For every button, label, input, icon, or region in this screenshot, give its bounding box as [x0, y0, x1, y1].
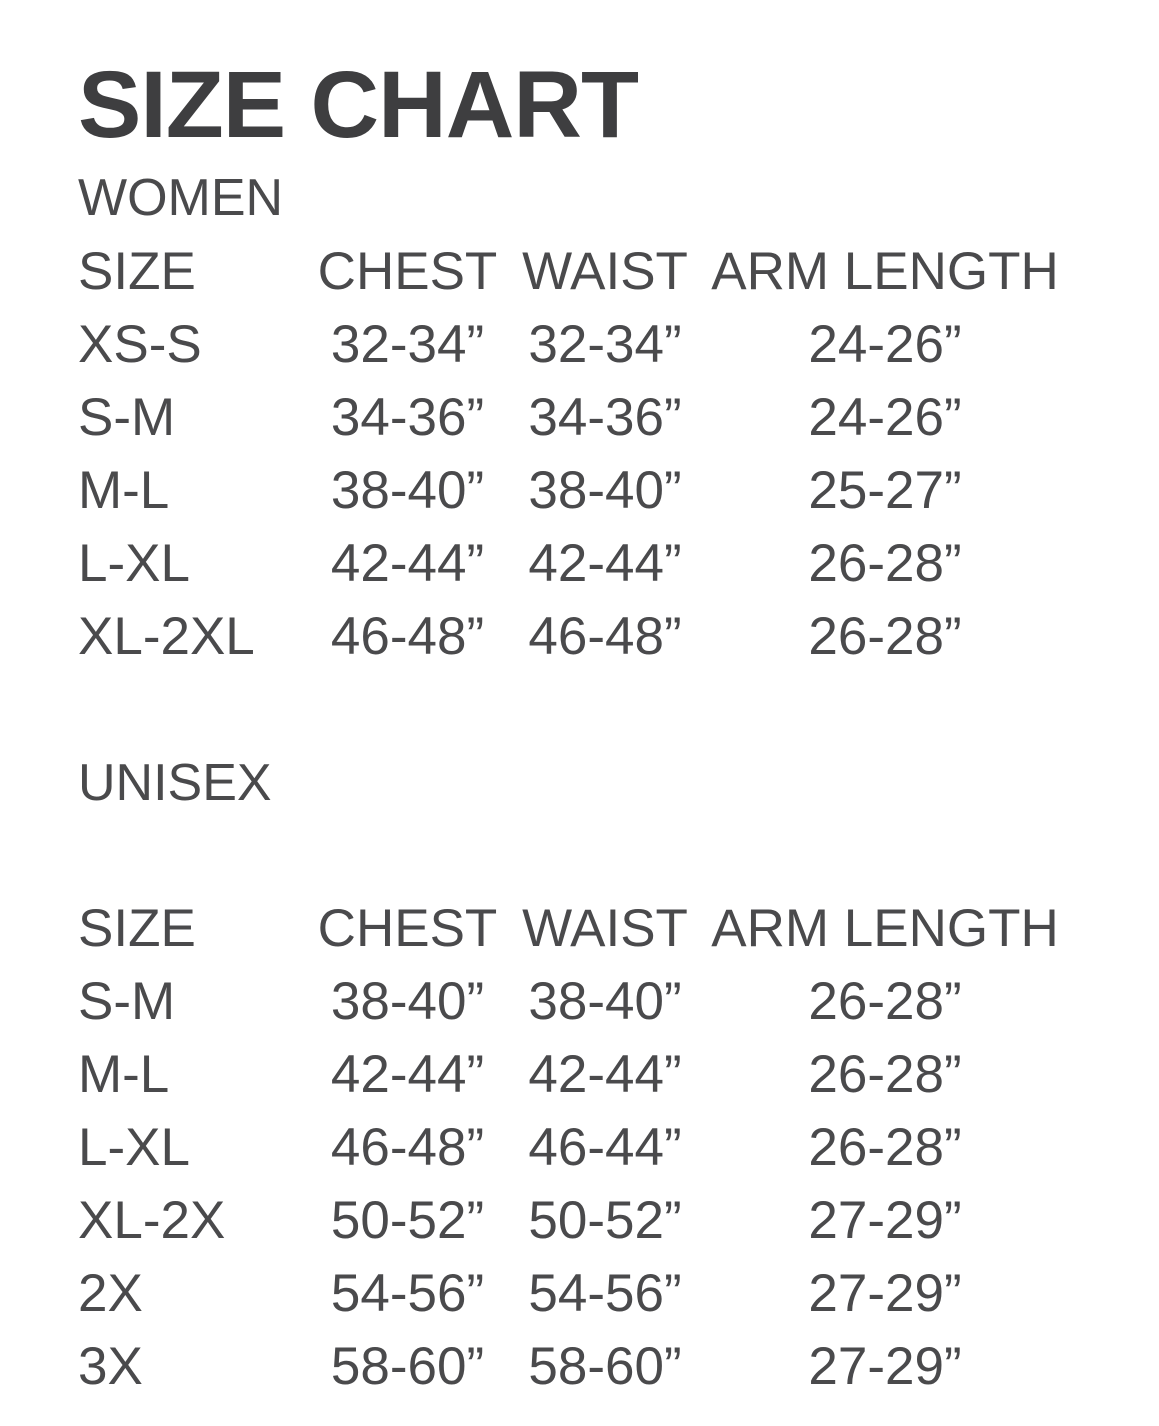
size-cell: S-M	[78, 388, 176, 447]
arm-length-cell: 26-28”	[808, 1045, 962, 1104]
waist-cell: 46-48”	[528, 607, 682, 666]
arm-length-cell: 26-28”	[808, 607, 962, 666]
column-header-arm-length: ARM LENGTH	[711, 242, 1059, 301]
chest-cell: 58-60”	[330, 1337, 485, 1396]
chest-cell: 46-48”	[330, 1118, 485, 1177]
column-header-chest: CHEST	[317, 899, 498, 958]
arm-length-cell: 27-29”	[808, 1191, 962, 1250]
waist-cell: 50-52”	[528, 1191, 682, 1250]
size-cell: L-XL	[78, 534, 190, 593]
chest-cell: 50-52”	[330, 1191, 485, 1250]
page-title: SIZE CHART	[78, 52, 638, 158]
unisex-size-table	[78, 892, 1060, 1403]
waist-cell: 46-44”	[528, 1118, 682, 1177]
chest-cell: 32-34”	[330, 315, 485, 374]
size-cell: M-L	[78, 1045, 170, 1104]
chest-cell: 34-36”	[330, 388, 485, 447]
chest-cell: 54-56”	[330, 1264, 485, 1323]
table-row	[78, 1330, 1060, 1403]
waist-cell: 38-40”	[528, 972, 682, 1031]
column-header-arm-length: ARM LENGTH	[711, 899, 1059, 958]
table-row	[78, 381, 1060, 454]
arm-length-cell: 24-26”	[808, 315, 962, 374]
chest-cell: 42-44”	[330, 534, 485, 593]
waist-cell: 34-36”	[528, 388, 682, 447]
size-cell: 3X	[78, 1337, 143, 1396]
size-cell: S-M	[78, 972, 176, 1031]
column-header-size: SIZE	[78, 899, 196, 958]
waist-cell: 38-40”	[528, 461, 682, 520]
women-header-row	[78, 235, 1060, 308]
size-cell: 2X	[78, 1264, 143, 1323]
arm-length-cell: 27-29”	[808, 1337, 962, 1396]
table-row	[78, 454, 1060, 527]
table-row	[78, 965, 1060, 1038]
arm-length-cell: 24-26”	[808, 388, 962, 447]
table-row	[78, 1038, 1060, 1111]
chest-cell: 46-48”	[330, 607, 485, 666]
arm-length-cell: 26-28”	[808, 534, 962, 593]
table-row	[78, 308, 1060, 381]
size-cell: M-L	[78, 461, 170, 520]
table-row	[78, 600, 1060, 673]
size-cell: XL-2XL	[78, 607, 255, 666]
waist-cell: 54-56”	[528, 1264, 682, 1323]
section-label-women: WOMEN	[78, 169, 284, 227]
waist-cell: 42-44”	[528, 534, 682, 593]
column-header-size: SIZE	[78, 242, 196, 301]
column-header-chest: CHEST	[317, 242, 498, 301]
arm-length-cell: 25-27”	[808, 461, 962, 520]
size-cell: XS-S	[78, 315, 202, 374]
arm-length-cell: 27-29”	[808, 1264, 962, 1323]
arm-length-cell: 26-28”	[808, 1118, 962, 1177]
unisex-header-row	[78, 892, 1060, 965]
size-cell: XL-2X	[78, 1191, 226, 1250]
table-row	[78, 1111, 1060, 1184]
table-row	[78, 1184, 1060, 1257]
section-label-unisex: UNISEX	[78, 754, 272, 812]
women-size-table	[78, 235, 1060, 673]
table-row	[78, 1257, 1060, 1330]
chest-cell: 42-44”	[330, 1045, 485, 1104]
column-header-waist: WAIST	[522, 242, 688, 301]
table-row	[78, 527, 1060, 600]
waist-cell: 42-44”	[528, 1045, 682, 1104]
waist-cell: 58-60”	[528, 1337, 682, 1396]
size-cell: L-XL	[78, 1118, 190, 1177]
arm-length-cell: 26-28”	[808, 972, 962, 1031]
chest-cell: 38-40”	[330, 461, 485, 520]
waist-cell: 32-34”	[528, 315, 682, 374]
chest-cell: 38-40”	[330, 972, 485, 1031]
column-header-waist: WAIST	[522, 899, 688, 958]
